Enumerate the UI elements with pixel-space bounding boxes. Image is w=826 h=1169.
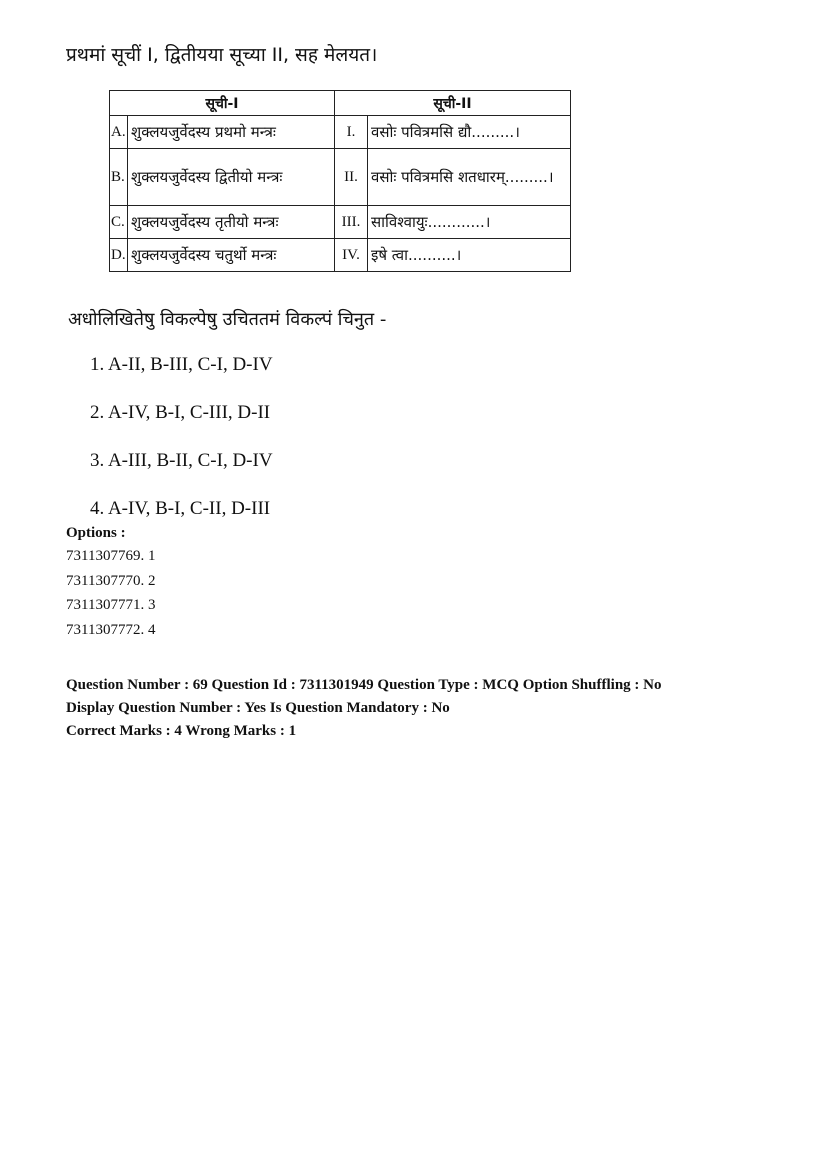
table-header-row <box>110 91 571 116</box>
row-label: A. <box>110 116 128 149</box>
answer-choice: 2. A-IV, B-I, C-III, D-II <box>90 402 271 423</box>
option-id: 7311307772. 4 <box>66 621 156 638</box>
list-one-item: शुक्लयजुर्वेदस्य प्रथमो मन्त्रः <box>128 116 335 149</box>
next-question-meta <box>66 675 766 744</box>
row-numeral: II. <box>335 149 368 206</box>
option-id: 7311307771. 3 <box>66 597 156 613</box>
table-row <box>110 149 571 206</box>
list-two-item: वसोः पवित्रमसि शतधारम्.........। <box>368 149 571 206</box>
question-title: प्रथमां सूचीं I, द्वितीयया सूच्या II, सह मेलयत। <box>66 44 378 66</box>
instruction-text: अधोलिखितेषु विकल्पेषु उचिततमं विकल्पं चिनुत - <box>68 309 387 330</box>
row-label: B. <box>110 149 128 206</box>
table-row <box>110 206 571 239</box>
list-one-item: शुक्लयजुर्वेदस्य तृतीयो मन्त्रः <box>128 206 335 239</box>
list-two-item: साविश्वायुः............। <box>368 206 571 239</box>
match-table <box>109 90 571 272</box>
answer-choice: 3. A-III, B-II, C-I, D-IV <box>90 450 273 471</box>
table-row <box>110 116 571 149</box>
answer-choices <box>90 352 273 544</box>
list-two-header: सूची-II <box>335 91 571 116</box>
list-one-item: शुक्लयजुर्वेदस्य चतुर्थो मन्त्रः <box>128 239 335 272</box>
options-heading: Options : <box>66 525 126 541</box>
option-id: 7311307770. 2 <box>66 572 156 589</box>
list-two-item: वसोः पवित्रमसि द्यौ.........। <box>368 116 571 149</box>
answer-choice: 1. A-II, B-III, C-I, D-IV <box>90 354 273 375</box>
table-row <box>110 239 571 272</box>
row-numeral: III. <box>335 206 368 239</box>
list-two-item: इषे त्वा..........। <box>368 239 571 272</box>
row-numeral: IV. <box>335 239 368 272</box>
list-one-item: शुक्लयजुर्वेदस्य द्वितीयो मन्त्रः <box>128 149 335 206</box>
list-one-header: सूची-I <box>110 91 335 116</box>
question-meta-line: Display Question Number : Yes Is Question Mandatory : No <box>66 700 450 716</box>
answer-choice: 4. A-IV, B-I, C-II, D-III <box>90 498 271 519</box>
marks-line: Correct Marks : 4 Wrong Marks : 1 <box>66 723 297 739</box>
question-meta-line: Question Number : 69 Question Id : 7311301949 Question Type : MCQ Option Shuffling : No <box>66 677 662 693</box>
options-block <box>66 522 155 642</box>
row-numeral: I. <box>335 116 368 149</box>
row-label: D. <box>110 239 128 272</box>
row-label: C. <box>110 206 128 239</box>
option-id: 7311307769. 1 <box>66 548 156 564</box>
